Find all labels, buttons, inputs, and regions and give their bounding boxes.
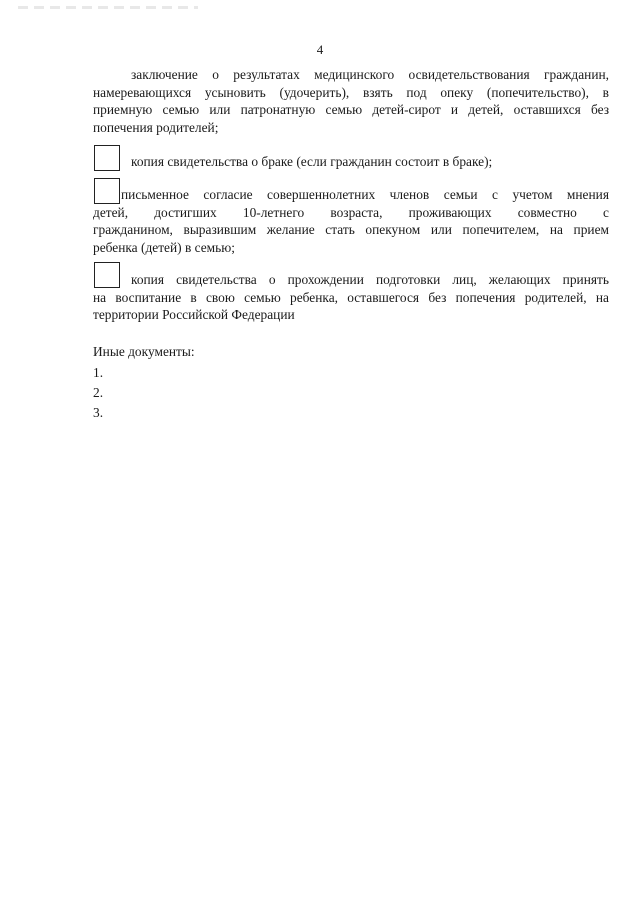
paragraph-line: письменное согласие совершеннолетних членов семьи с учетом мнения [121,187,609,202]
paragraph-line: приемную семью или патронатную семью детей-сирот и детей, оставшихся без [93,102,609,117]
paragraph-line: попечения родителей; [93,119,219,135]
other-documents-title: Иные документы: [93,344,195,359]
paragraph-line: копия свидетельства о браке (если гражданин состоит в браке); [131,154,493,169]
paragraph-line: намеревающихся усыновить (удочерить), взять под опеку (попечительство), в [93,84,609,100]
paragraph-line: ребенка (детей) в семью; [93,239,235,255]
other-document-item-2: 2. [93,385,104,400]
page-number: 4 [316,42,324,57]
family-consent-paragraph [93,186,609,256]
other-document-item-1: 1. [93,365,104,380]
training-certificate-paragraph [93,271,609,324]
paragraph-line: заключение о результатах медицинского освидетельствования гражданин, [131,67,609,82]
paragraph-line: детей, достигших 10-летнего возраста, проживающих совместно с [93,204,609,220]
paragraph-line: территории Российской Федерации [93,307,295,322]
medical-conclusion-paragraph [93,66,609,136]
paragraph-line: гражданином, выразившим желание стать опекуном или попечителем, на прием [93,222,609,237]
paragraph-line: копия свидетельства о прохождении подготовки лиц, желающих принять [131,272,609,287]
marriage-certificate-paragraph [93,153,609,171]
scan-artifact [18,6,198,9]
other-document-item-3: 3. [93,405,104,420]
paragraph-line: на воспитание в свою семью ребенка, оставшегося без попечения родителей, на [93,289,609,305]
